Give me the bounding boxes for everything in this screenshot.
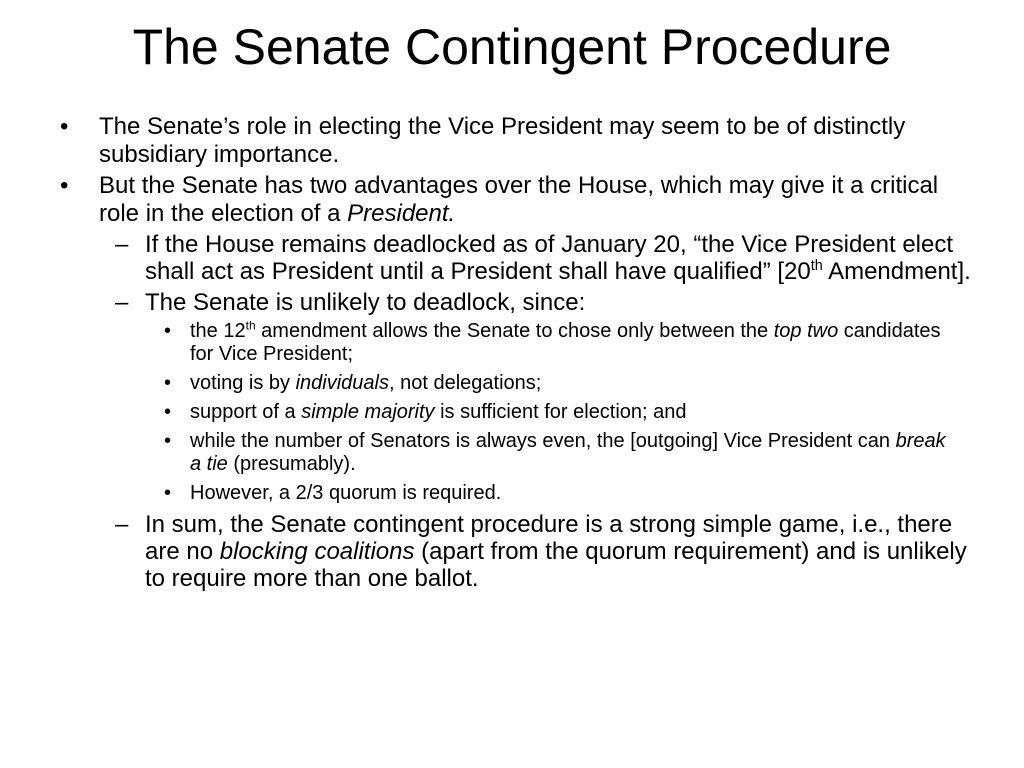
bullet-marker: •	[164, 430, 172, 452]
subbullet-summary	[0, 511, 975, 592]
reason-text-end: candidates for Vice President;	[190, 320, 941, 365]
dash-marker: –	[115, 289, 129, 316]
bullet-senate-advantages	[0, 172, 971, 227]
slide-title: The Senate Contingent Procedure	[132, 19, 892, 75]
reason-text-end: is sufficient for election; and	[434, 401, 687, 423]
bullet-senate-role	[0, 113, 971, 168]
bullet-marker: •	[164, 372, 172, 394]
reason-simple-majority	[0, 401, 950, 424]
reason-text: while the number of Senators is always even, the [outgoing] Vice President can	[190, 430, 896, 452]
bullet-marker: •	[164, 401, 172, 423]
bullet-marker: •	[164, 482, 172, 504]
reason-text-mid: amendment allows the Senate to chose only between the	[255, 320, 774, 342]
subbullet-text: The Senate is unlikely to deadlock, since:	[145, 289, 586, 316]
reason-text-end: (presumably).	[227, 453, 356, 475]
reason-text: voting is by	[190, 372, 296, 394]
subbullet-text: In sum, the Senate contingent procedure is a strong simple game, i.e., there are no	[145, 511, 953, 565]
emphasis-top-two: top two	[773, 320, 839, 342]
emphasis-break-a-tie: break a tie	[190, 430, 946, 475]
superscript-th: th	[245, 318, 256, 333]
bullet-marker: •	[164, 320, 172, 342]
bullet-marker: •	[60, 172, 69, 199]
emphasis-president: President.	[347, 199, 456, 227]
slide-body	[0, 113, 1024, 596]
subbullet-house-deadlock	[0, 231, 975, 285]
reason-text: However, a 2/3 quorum is required.	[190, 482, 502, 504]
reason-individual-voting	[0, 372, 950, 395]
bullet-marker: •	[60, 113, 69, 140]
dash-marker: –	[115, 231, 129, 258]
bullet-text: The Senate’s role in electing the Vice President may seem to be of distinctly subsidiary importance.	[99, 113, 906, 168]
reason-quorum	[0, 482, 950, 505]
emphasis-blocking-coalitions: blocking coalitions	[219, 538, 415, 565]
subbullet-senate-deadlock	[0, 289, 975, 316]
dash-marker: –	[115, 511, 129, 538]
subbullet-text-end: Amendment].	[822, 258, 971, 285]
emphasis-simple-majority: simple majority	[301, 401, 435, 423]
bullet-text: But the Senate has two advantages over the House, which may give it a critical role in the election of a	[99, 172, 939, 227]
reason-12th-amendment	[0, 320, 950, 366]
subbullet-text-end: (apart from the quorum requirement) and is unlikely to require more than one ballot.	[145, 538, 967, 592]
reason-text: the 12	[190, 320, 246, 342]
superscript-th: th	[810, 258, 823, 274]
reason-tie-break	[0, 430, 950, 476]
subbullet-text: If the House remains deadlocked as of January 20, “the Vice President elect shall act as President until a President shall have qualified” [20	[145, 231, 954, 285]
reason-text-end: , not delegations;	[389, 372, 542, 394]
reason-text: support of a	[190, 401, 302, 423]
emphasis-individuals: individuals	[295, 372, 389, 394]
